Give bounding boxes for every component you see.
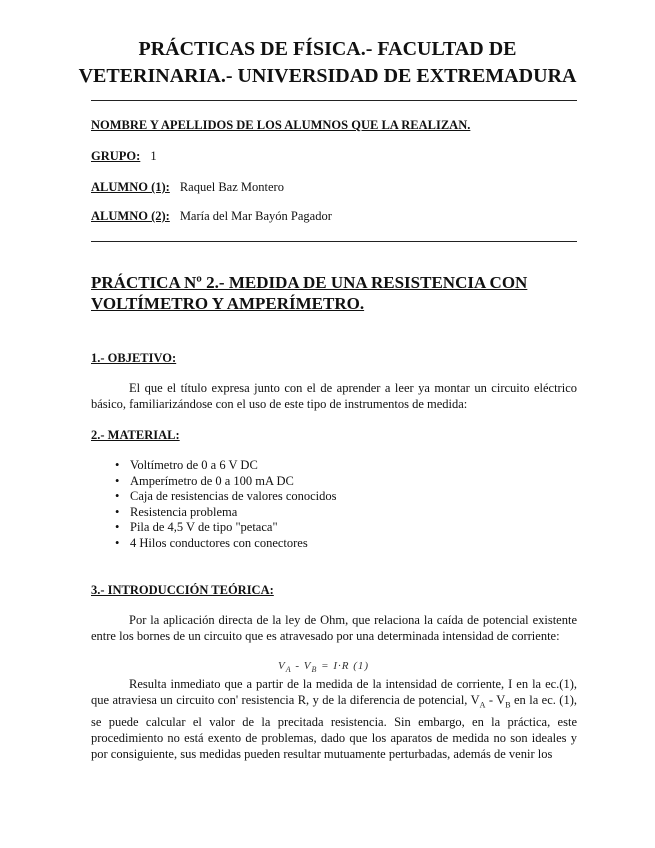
list-item	[115, 474, 337, 490]
student-2-name: María del Mar Bayón Pagador	[179, 209, 332, 223]
list-item	[115, 536, 337, 552]
student-1-name: Raquel Baz Montero	[179, 180, 284, 194]
group-value: 1	[150, 149, 157, 163]
students-heading	[91, 118, 470, 133]
title-line-1: PRÁCTICAS DE FÍSICA.- FACULTAD DE	[138, 38, 517, 60]
bullet-icon: •	[115, 489, 120, 504]
list-item	[115, 520, 337, 536]
material-item-text: Pila de 4,5 V de tipo "petaca"	[130, 520, 278, 535]
material-item-text: Resistencia problema	[130, 504, 238, 519]
bullet-icon: •	[115, 473, 120, 488]
top-divider	[91, 100, 577, 101]
bullet-icon: •	[115, 504, 120, 519]
objective-heading: 1.- OBJETIVO:	[91, 351, 177, 365]
practice-title-line-1: PRÁCTICA Nº 2.- MEDIDA DE UNA RESISTENCIA CON	[91, 273, 528, 292]
practice-title	[91, 272, 581, 314]
bullet-icon: •	[115, 520, 120, 535]
objective-paragraph: El que el título expresa junto con el de aprender a leer ya montar un circuito eléctrico básico, familiarizándose con el uso de este tipo de instrumentos de medida:	[91, 381, 577, 411]
material-list	[115, 458, 337, 552]
bottom-divider	[91, 241, 577, 242]
list-item	[115, 505, 337, 521]
material-item-text: Voltímetro de 0 a 6 V DC	[130, 458, 258, 472]
material-item-text: Amperímetro de 0 a 100 mA DC	[130, 473, 294, 488]
student-2-label: ALUMNO (2):	[91, 209, 170, 223]
material-item-text: 4 Hilos conductores con conectores	[130, 535, 308, 550]
document-title	[60, 36, 595, 90]
material-heading: 2.- MATERIAL:	[91, 428, 180, 442]
title-line-2: VETERINARIA.- UNIVERSIDAD DE EXTREMADURA	[78, 65, 577, 87]
student-2-field	[91, 209, 332, 224]
group-label: GRUPO:	[91, 149, 141, 163]
theory-heading: 3.- INTRODUCCIÓN TEÓRICA:	[91, 583, 274, 597]
theory-paragraph-1: Por la aplicación directa de la ley de Ohm, que relaciona la caída de potencial existente entre los bornes de un circuito que es atravesado por una determinada intensidad de corriente:	[91, 613, 577, 643]
bullet-icon: •	[115, 535, 120, 550]
theory-paragraph-2: Resulta inmediato que a partir de la medida de la intensidad de corriente, I en la ec.(1), que atraviesa un circuito con' resistencia R, y de la diferencia de potencial, $V_A - V_B$ en la ec. (1), se puede calcular el valor de la precitada resistencia. Sin embargo, en la práctica, este procedimiento no está exento de problemas, dado que los aparatos de medida no son ideales y por consiguiente, sus medidas pueden resultar mutuamente perturbadas, además de venir los	[91, 677, 578, 761]
list-item	[115, 458, 337, 474]
student-1-field	[91, 180, 284, 195]
student-1-label: ALUMNO (1):	[91, 180, 170, 194]
material-item-text: Caja de resistencias de valores conocidos	[130, 489, 337, 504]
list-item	[115, 489, 337, 505]
group-field	[91, 149, 157, 164]
students-heading-text: NOMBRE Y APELLIDOS DE LOS ALUMNOS QUE LA REALIZAN.	[91, 118, 471, 132]
practice-title-line-2: VOLTÍMETRO Y AMPERÍMETRO.	[91, 294, 365, 313]
ohm-law-equation: $V_A - V_B = I\cdot R$ (1)	[278, 660, 370, 675]
bullet-icon: •	[115, 458, 120, 472]
